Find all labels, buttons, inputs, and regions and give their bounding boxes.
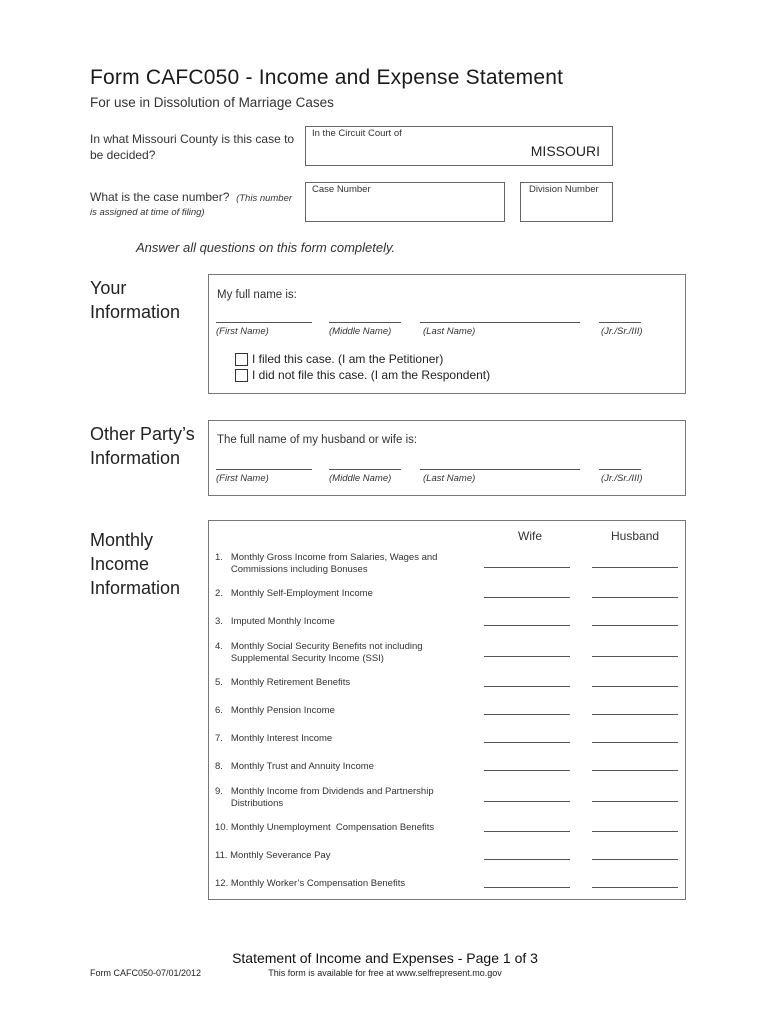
income-item-7 xyxy=(215,733,465,745)
income-item-label-cont: Supplemental Security Income (SSI) xyxy=(215,653,384,664)
petitioner-label: I filed this case. (I am the Petitioner) xyxy=(252,352,444,366)
husband-amount-input[interactable] xyxy=(592,742,678,743)
wife-amount-input[interactable] xyxy=(484,859,570,860)
county-question-line1: In what Missouri County is this case to xyxy=(90,132,295,146)
husband-amount-input[interactable] xyxy=(592,801,678,802)
income-item-8 xyxy=(215,761,465,773)
husband-amount-input[interactable] xyxy=(592,714,678,715)
form-subtitle: For use in Dissolution of Marriage Cases xyxy=(90,95,334,110)
income-item-4 xyxy=(215,641,465,665)
state-value: MISSOURI xyxy=(530,143,600,159)
case-number-question xyxy=(90,189,292,219)
income-item-12 xyxy=(215,878,465,890)
your-name-prompt: My full name is: xyxy=(217,289,297,301)
other-party-heading-line2: Information xyxy=(90,448,181,468)
income-item-2 xyxy=(215,588,465,600)
division-number-field[interactable] xyxy=(520,182,613,222)
income-item-label: 2. Monthly Self-Employment Income xyxy=(215,588,373,599)
income-item-6 xyxy=(215,705,465,717)
husband-column-header: Husband xyxy=(611,529,660,543)
county-question-line2: be decided? xyxy=(90,148,156,162)
other-first-name-label: (First Name) xyxy=(216,473,269,484)
income-item-label: 9. Monthly Income from Dividends and Partnership xyxy=(215,786,434,797)
form-title: Form CAFC050 - Income and Expense Statement xyxy=(90,66,564,89)
your-info-heading-line1: Your xyxy=(90,278,127,298)
your-middle-name-label: (Middle Name) xyxy=(329,326,392,337)
your-middle-name-input[interactable] xyxy=(329,322,401,323)
county-question xyxy=(90,131,294,163)
form-id: Form CAFC050-07/01/2012 xyxy=(90,968,202,978)
wife-amount-input[interactable] xyxy=(484,714,570,715)
wife-amount-input[interactable] xyxy=(484,625,570,626)
husband-amount-input[interactable] xyxy=(592,567,678,568)
your-last-name-input[interactable] xyxy=(420,322,580,323)
case-number-note: (This number xyxy=(236,193,293,204)
your-info-heading-line2: Information xyxy=(90,302,181,322)
respondent-label: I did not file this case. (I am the Respondent) xyxy=(252,368,491,382)
your-info-heading xyxy=(90,276,180,324)
other-suffix-label: (Jr./Sr./III) xyxy=(601,473,643,484)
income-item-1 xyxy=(215,552,465,576)
wife-amount-input[interactable] xyxy=(484,887,570,888)
circuit-court-field[interactable] xyxy=(305,126,613,166)
your-info-panel xyxy=(208,274,686,394)
wife-amount-input[interactable] xyxy=(484,597,570,598)
other-party-heading xyxy=(90,422,195,470)
income-heading-line3: Information xyxy=(90,578,181,598)
income-item-label: 6. Monthly Pension Income xyxy=(215,705,335,716)
income-item-9 xyxy=(215,786,465,810)
instruction-text: Answer all questions on this form completely. xyxy=(136,240,396,255)
income-item-label-cont: Commissions including Bonuses xyxy=(215,564,368,575)
page-footer-title: Statement of Income and Expenses - Page 1 of 3 xyxy=(232,950,538,966)
income-heading-line1: Monthly xyxy=(90,530,154,550)
other-party-name-prompt: The full name of my husband or wife is: xyxy=(217,434,418,446)
circuit-court-label: In the Circuit Court of xyxy=(312,128,402,139)
income-item-10 xyxy=(215,822,465,834)
income-item-label: 3. Imputed Monthly Income xyxy=(215,616,335,627)
your-suffix-input[interactable] xyxy=(599,322,641,323)
other-middle-name-label: (Middle Name) xyxy=(329,473,392,484)
income-item-label: 4. Monthly Social Security Benefits not including xyxy=(215,641,423,652)
wife-amount-input[interactable] xyxy=(484,567,570,568)
wife-amount-input[interactable] xyxy=(484,686,570,687)
income-heading xyxy=(90,528,180,600)
petitioner-checkbox[interactable] xyxy=(235,353,248,366)
husband-amount-input[interactable] xyxy=(592,686,678,687)
case-number-note-line2: is assigned at time of filing) xyxy=(90,207,205,218)
division-number-label: Division Number xyxy=(529,184,599,195)
other-middle-name-input[interactable] xyxy=(329,469,401,470)
other-party-panel xyxy=(208,420,686,496)
wife-amount-input[interactable] xyxy=(484,742,570,743)
other-last-name-label: (Last Name) xyxy=(423,473,476,484)
income-item-label: 5. Monthly Retirement Benefits xyxy=(215,677,351,688)
income-item-label: 1. Monthly Gross Income from Salaries, Wages and xyxy=(215,552,438,563)
income-item-label: 11. Monthly Severance Pay xyxy=(215,850,331,861)
other-last-name-input[interactable] xyxy=(420,469,580,470)
income-item-5 xyxy=(215,677,465,689)
your-first-name-label: (First Name) xyxy=(216,326,269,337)
your-suffix-label: (Jr./Sr./III) xyxy=(601,326,643,337)
your-last-name-label: (Last Name) xyxy=(423,326,476,337)
husband-amount-input[interactable] xyxy=(592,831,678,832)
income-item-label-cont: Distributions xyxy=(215,798,284,809)
income-item-label: 10. Monthly Unemployment Compensation Benefits xyxy=(215,822,435,833)
income-item-3 xyxy=(215,616,465,628)
other-suffix-input[interactable] xyxy=(599,469,641,470)
wife-amount-input[interactable] xyxy=(484,770,570,771)
husband-amount-input[interactable] xyxy=(592,625,678,626)
income-item-label: 7. Monthly Interest Income xyxy=(215,733,333,744)
income-item-label: 8. Monthly Trust and Annuity Income xyxy=(215,761,374,772)
other-first-name-input[interactable] xyxy=(216,469,312,470)
husband-amount-input[interactable] xyxy=(592,656,678,657)
wife-column-header: Wife xyxy=(518,529,542,543)
husband-amount-input[interactable] xyxy=(592,859,678,860)
wife-amount-input[interactable] xyxy=(484,656,570,657)
your-first-name-input[interactable] xyxy=(216,322,312,323)
other-party-heading-line1: Other Party’s xyxy=(90,424,195,444)
case-number-field[interactable] xyxy=(305,182,505,222)
case-number-label: Case Number xyxy=(312,184,371,195)
respondent-checkbox[interactable] xyxy=(235,369,248,382)
husband-amount-input[interactable] xyxy=(592,597,678,598)
case-number-question-text: What is the case number? xyxy=(90,190,230,204)
wife-amount-input[interactable] xyxy=(484,831,570,832)
income-item-11 xyxy=(215,850,465,862)
page-footer-availability: This form is available for free at www.selfrepresent.mo.gov xyxy=(268,968,502,978)
husband-amount-input[interactable] xyxy=(592,770,678,771)
income-heading-line2: Income xyxy=(90,554,150,574)
husband-amount-input[interactable] xyxy=(592,887,678,888)
wife-amount-input[interactable] xyxy=(484,801,570,802)
income-item-label: 12. Monthly Worker’s Compensation Benefits xyxy=(215,878,406,889)
